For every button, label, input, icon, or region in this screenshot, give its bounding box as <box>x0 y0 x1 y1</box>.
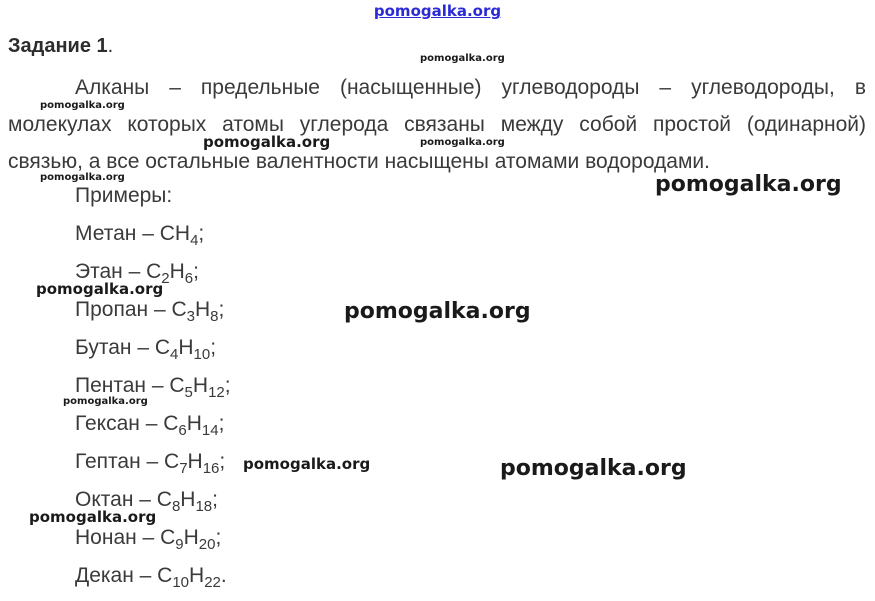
compound-ethane: Этан – $C_2H_6$; <box>75 260 199 287</box>
compound-octane: Октан – $C_8H_{18}$; <box>75 488 218 515</box>
watermark: pomogalka.org <box>655 172 842 197</box>
watermark: pomogalka.org <box>420 53 505 64</box>
definition-paragraph <box>8 69 866 180</box>
watermark: pomogalka.org <box>203 133 331 151</box>
watermark: pomogalka.org <box>29 508 157 526</box>
compound-decane: Декан – $C_{10}H_{22}$. <box>75 564 227 591</box>
watermark: pomogalka.org <box>36 280 164 298</box>
watermark: pomogalka.org <box>243 455 371 473</box>
compound-heptane: Гептан – $C_7H_{16}$; <box>75 450 226 477</box>
task-title-dot: . <box>107 35 114 57</box>
compound-hexane: Гексан – $C_6H_{14}$; <box>75 412 225 439</box>
watermark: pomogalka.org <box>420 137 505 148</box>
compound-methane: Метан – $CH_4$; <box>75 222 205 249</box>
compound-nonane: Нонан – $C_9H_{20}$; <box>75 526 222 553</box>
definition-text: Алканы – предельные (насыщенные) углеводороды – углеводороды, в молекулах которых атомы углерода связаны между собой простой (одинарной) связью, а все остальные валентности насыщены атомами водородами. <box>8 76 866 173</box>
task-title-text: Задание 1 <box>8 35 108 57</box>
watermark: pomogalka.org <box>500 456 687 481</box>
watermark: pomogalka.org <box>40 172 125 183</box>
site-header-link[interactable]: pomogalka.org <box>373 2 502 20</box>
watermark: pomogalka.org <box>344 299 531 324</box>
compound-butane: Бутан – $C_4H_{10}$; <box>75 336 217 363</box>
task-title <box>8 35 113 58</box>
compound-pentane: Пентан – $C_5H_{12}$; <box>75 374 231 401</box>
watermark: pomogalka.org <box>40 100 125 111</box>
watermark: pomogalka.org <box>63 396 148 407</box>
compound-propane: Пропан – $C_3H_8$; <box>75 298 225 325</box>
examples-title: Примеры: <box>75 184 173 207</box>
